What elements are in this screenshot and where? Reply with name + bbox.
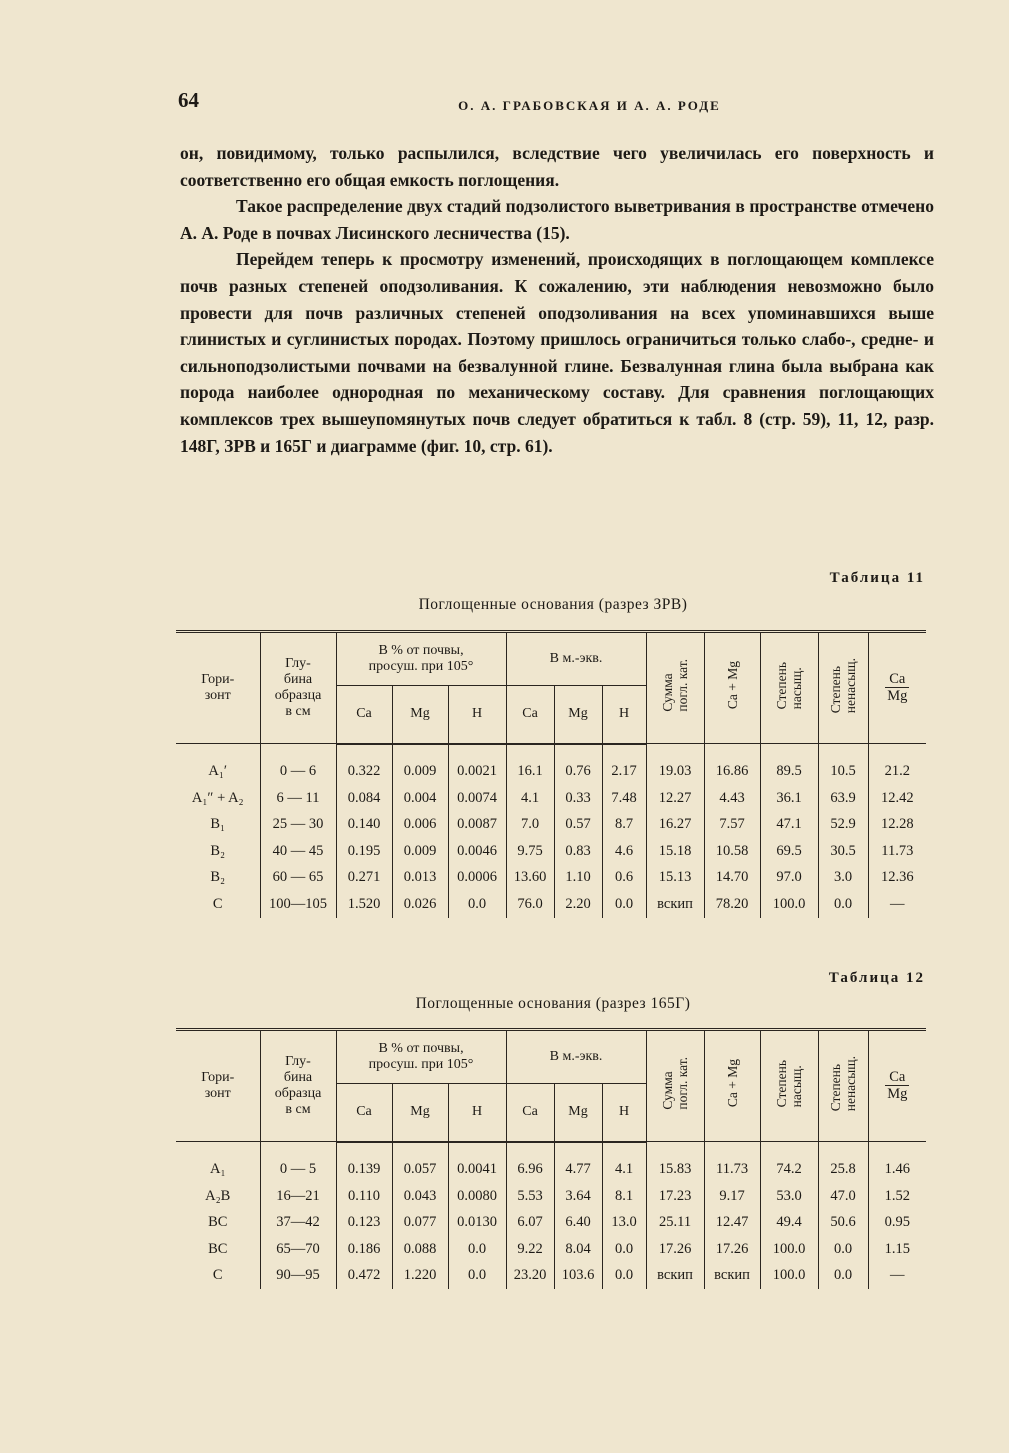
value-cell: 1.15 bbox=[868, 1236, 926, 1263]
value-cell: 89.5 bbox=[760, 744, 818, 786]
header-saturation bbox=[760, 632, 818, 744]
header-saturation-text: Степень насыщ. bbox=[774, 1059, 805, 1108]
value-cell: 3.0 bbox=[818, 865, 868, 892]
value-cell: 0.140 bbox=[336, 812, 392, 839]
value-cell: 0.76 bbox=[554, 744, 602, 786]
data-table bbox=[176, 1028, 926, 1289]
header-ca-meq: Ca bbox=[506, 1084, 554, 1142]
horizon-cell: C bbox=[212, 895, 223, 912]
value-cell: 0.322 bbox=[336, 744, 392, 786]
header-saturation bbox=[760, 1030, 818, 1142]
header-unsaturation bbox=[818, 632, 868, 744]
value-cell: 47.0 bbox=[818, 1183, 868, 1210]
value-cell: 0.0 bbox=[602, 1236, 646, 1263]
ratio-denominator: Mg bbox=[887, 1086, 908, 1102]
table-caption: Поглощенные основания (разрез 165Г) bbox=[415, 995, 691, 1012]
value-cell: 1.46 bbox=[868, 1142, 926, 1184]
header-unsaturation-text: Степень ненасыщ. bbox=[828, 1055, 859, 1112]
value-cell: 0.009 bbox=[392, 838, 448, 865]
horizon-cell: B₁ bbox=[210, 816, 226, 833]
ratio-denominator: Mg bbox=[887, 688, 908, 704]
value-cell: 0.0 bbox=[448, 1263, 506, 1290]
value-cell: вскип bbox=[646, 891, 704, 918]
value-cell: 100.0 bbox=[760, 1236, 818, 1263]
running-head: О. А. ГРАБОВСКАЯ И А. А. РОДЕ bbox=[458, 98, 721, 113]
ratio-fraction bbox=[885, 1069, 909, 1102]
horizon-cell: A₁ bbox=[209, 1161, 226, 1177]
value-cell: 63.9 bbox=[818, 785, 868, 812]
value-cell: 4.1 bbox=[602, 1142, 646, 1184]
ratio-numerator: Ca bbox=[885, 671, 909, 688]
paragraph: он, повидимому, только распылился, вследствие чего увеличилась его поверхность и соответственно его общая емкость поглощения. bbox=[180, 143, 934, 190]
header-ca-mg-ratio bbox=[868, 632, 926, 744]
value-cell: 0.013 bbox=[392, 865, 448, 892]
value-cell: 0.057 bbox=[392, 1142, 448, 1184]
table-body bbox=[176, 1142, 926, 1290]
header-ca-pct: Ca bbox=[336, 1084, 392, 1142]
value-cell: 40 — 45 bbox=[260, 838, 336, 865]
horizon-cell: BC bbox=[208, 1240, 228, 1257]
header-row bbox=[176, 632, 926, 686]
value-cell: 100.0 bbox=[760, 891, 818, 918]
value-cell: 9.75 bbox=[506, 838, 554, 865]
value-cell: 100—105 bbox=[260, 891, 336, 918]
value-cell: 6.40 bbox=[554, 1210, 602, 1237]
value-cell: 10.5 bbox=[818, 744, 868, 786]
value-cell: 0.83 bbox=[554, 838, 602, 865]
value-cell: 69.5 bbox=[760, 838, 818, 865]
value-cell: 9.22 bbox=[506, 1236, 554, 1263]
value-cell: 74.2 bbox=[760, 1142, 818, 1184]
header-ca-plus-mg-text: Ca + Mg bbox=[724, 1059, 740, 1108]
value-cell: 12.36 bbox=[868, 865, 926, 892]
value-cell: 0.0046 bbox=[448, 838, 506, 865]
value-cell: 0.0 bbox=[448, 1236, 506, 1263]
value-cell: 4.43 bbox=[704, 785, 760, 812]
value-cell: 12.42 bbox=[868, 785, 926, 812]
value-cell: 12.47 bbox=[704, 1210, 760, 1237]
value-cell: 11.73 bbox=[704, 1142, 760, 1184]
value-cell: 13.0 bbox=[602, 1210, 646, 1237]
value-cell: 0.110 bbox=[336, 1183, 392, 1210]
value-cell: 0.043 bbox=[392, 1183, 448, 1210]
horizon-cell: A₁″ + A₂ bbox=[191, 789, 244, 806]
header-meq-group: В м.-экв. bbox=[506, 632, 646, 686]
value-cell: 6.07 bbox=[506, 1210, 554, 1237]
value-cell: 0.077 bbox=[392, 1210, 448, 1237]
header-mg-meq: Mg bbox=[554, 1084, 602, 1142]
header-sum bbox=[646, 1030, 704, 1142]
value-cell: 0.95 bbox=[868, 1210, 926, 1237]
header-unsaturation bbox=[818, 1030, 868, 1142]
header-sum-text: Сумма погл. кат. bbox=[660, 659, 691, 712]
value-cell: 103.6 bbox=[554, 1263, 602, 1290]
value-cell: 2.20 bbox=[554, 891, 602, 918]
value-cell: 17.26 bbox=[704, 1236, 760, 1263]
body-text bbox=[180, 140, 934, 459]
value-cell: 0.0 bbox=[818, 1236, 868, 1263]
header-mg-pct: Mg bbox=[392, 1084, 448, 1142]
header-percent-group: В % от почвы, просуш. при 105° bbox=[336, 632, 506, 686]
horizon-cell: C bbox=[212, 1267, 223, 1284]
table-label: Таблица 12 bbox=[828, 970, 925, 986]
value-cell: 8.04 bbox=[554, 1236, 602, 1263]
value-cell: 0.0 bbox=[818, 1263, 868, 1290]
value-cell: 0 — 6 bbox=[260, 744, 336, 786]
value-cell: 52.9 bbox=[818, 812, 868, 839]
value-cell: 53.0 bbox=[760, 1183, 818, 1210]
horizon-cell: B₂ bbox=[210, 869, 226, 886]
value-cell: 25.8 bbox=[818, 1142, 868, 1184]
table-row bbox=[176, 1210, 926, 1237]
header-mg-pct: Mg bbox=[392, 686, 448, 744]
value-cell: 7.0 bbox=[506, 812, 554, 839]
header-ca-plus-mg-text: Ca + Mg bbox=[724, 661, 740, 710]
value-cell: 4.77 bbox=[554, 1142, 602, 1184]
value-cell: 0 — 5 bbox=[260, 1142, 336, 1184]
header-mg-meq: Mg bbox=[554, 686, 602, 744]
value-cell: 0.0021 bbox=[448, 744, 506, 786]
value-cell: 4.6 bbox=[602, 838, 646, 865]
value-cell: 25.11 bbox=[646, 1210, 704, 1237]
value-cell: 0.0 bbox=[448, 891, 506, 918]
table-row bbox=[176, 891, 926, 918]
value-cell: 16.86 bbox=[704, 744, 760, 786]
value-cell: 76.0 bbox=[506, 891, 554, 918]
value-cell: 1.220 bbox=[392, 1263, 448, 1290]
value-cell: 7.57 bbox=[704, 812, 760, 839]
header-meq-group: В м.-экв. bbox=[506, 1030, 646, 1084]
paragraph: Такое распределение двух стадий подзолистого выветривания в пространстве отмечено А. А. Роде в почвах Лисинского лесничества (15). bbox=[180, 196, 934, 243]
value-cell: 12.27 bbox=[646, 785, 704, 812]
value-cell: 78.20 bbox=[704, 891, 760, 918]
value-cell: 8.1 bbox=[602, 1183, 646, 1210]
value-cell: 0.009 bbox=[392, 744, 448, 786]
value-cell: 0.0 bbox=[602, 891, 646, 918]
value-cell: 23.20 bbox=[506, 1263, 554, 1290]
data-table bbox=[176, 630, 926, 918]
value-cell: 0.57 bbox=[554, 812, 602, 839]
value-cell: 9.17 bbox=[704, 1183, 760, 1210]
table-row bbox=[176, 744, 926, 786]
value-cell: 47.1 bbox=[760, 812, 818, 839]
header-depth: Глу- бина образца в см bbox=[260, 632, 336, 744]
value-cell: 6.96 bbox=[506, 1142, 554, 1184]
value-cell: 13.60 bbox=[506, 865, 554, 892]
value-cell: 6 — 11 bbox=[260, 785, 336, 812]
value-cell: 0.026 bbox=[392, 891, 448, 918]
value-cell: 100.0 bbox=[760, 1263, 818, 1290]
ratio-fraction bbox=[885, 671, 909, 704]
table-row bbox=[176, 838, 926, 865]
value-cell: 0.123 bbox=[336, 1210, 392, 1237]
table-row bbox=[176, 785, 926, 812]
value-cell: 0.006 bbox=[392, 812, 448, 839]
value-cell: 0.088 bbox=[392, 1236, 448, 1263]
ratio-numerator: Ca bbox=[885, 1069, 909, 1086]
value-cell: 0.271 bbox=[336, 865, 392, 892]
value-cell: 90—95 bbox=[260, 1263, 336, 1290]
value-cell: 7.48 bbox=[602, 785, 646, 812]
value-cell: вскип bbox=[646, 1263, 704, 1290]
value-cell: — bbox=[868, 891, 926, 918]
value-cell: 10.58 bbox=[704, 838, 760, 865]
table-row bbox=[176, 865, 926, 892]
header-sum bbox=[646, 632, 704, 744]
value-cell: 0.186 bbox=[336, 1236, 392, 1263]
table-row bbox=[176, 1183, 926, 1210]
horizon-cell: A₂B bbox=[205, 1187, 231, 1204]
value-cell: 37—42 bbox=[260, 1210, 336, 1237]
value-cell: 12.28 bbox=[868, 812, 926, 839]
value-cell: 65—70 bbox=[260, 1236, 336, 1263]
header-horizon: Гори- зонт bbox=[176, 1030, 260, 1142]
header-percent-group: В % от почвы, просуш. при 105° bbox=[336, 1030, 506, 1084]
value-cell: 0.33 bbox=[554, 785, 602, 812]
header-ca-plus-mg bbox=[704, 1030, 760, 1142]
header-row bbox=[176, 1030, 926, 1084]
value-cell: 5.53 bbox=[506, 1183, 554, 1210]
table-header bbox=[176, 1030, 926, 1142]
table-header bbox=[176, 632, 926, 744]
value-cell: 50.6 bbox=[818, 1210, 868, 1237]
value-cell: 0.084 bbox=[336, 785, 392, 812]
horizon-cell: B₂ bbox=[210, 842, 226, 859]
header-h-meq: H bbox=[602, 1084, 646, 1142]
value-cell: 0.004 bbox=[392, 785, 448, 812]
value-cell: 15.83 bbox=[646, 1142, 704, 1184]
table-row bbox=[176, 1236, 926, 1263]
value-cell: 11.73 bbox=[868, 838, 926, 865]
value-cell: 0.6 bbox=[602, 865, 646, 892]
table-row bbox=[176, 812, 926, 839]
value-cell: 1.10 bbox=[554, 865, 602, 892]
value-cell: 15.13 bbox=[646, 865, 704, 892]
value-cell: 19.03 bbox=[646, 744, 704, 786]
value-cell: 16.1 bbox=[506, 744, 554, 786]
header-saturation-text: Степень насыщ. bbox=[774, 661, 805, 710]
header-h-pct: H bbox=[448, 686, 506, 744]
header-ca-plus-mg bbox=[704, 632, 760, 744]
table-body bbox=[176, 744, 926, 918]
horizon-cell: BC bbox=[208, 1214, 228, 1231]
value-cell: — bbox=[868, 1263, 926, 1290]
value-cell: 21.2 bbox=[868, 744, 926, 786]
value-cell: 1.520 bbox=[336, 891, 392, 918]
value-cell: 0.0041 bbox=[448, 1142, 506, 1184]
header-depth: Глу- бина образца в см bbox=[260, 1030, 336, 1142]
table-row bbox=[176, 1263, 926, 1290]
horizon-cell: A₁′ bbox=[208, 763, 228, 779]
value-cell: 16—21 bbox=[260, 1183, 336, 1210]
value-cell: 30.5 bbox=[818, 838, 868, 865]
value-cell: 0.0080 bbox=[448, 1183, 506, 1210]
value-cell: 0.0 bbox=[602, 1263, 646, 1290]
header-sum-text: Сумма погл. кат. bbox=[660, 1057, 691, 1110]
value-cell: 60 — 65 bbox=[260, 865, 336, 892]
value-cell: 15.18 bbox=[646, 838, 704, 865]
value-cell: 97.0 bbox=[760, 865, 818, 892]
header-ca-meq: Ca bbox=[506, 686, 554, 744]
value-cell: 0.0 bbox=[818, 891, 868, 918]
value-cell: 2.17 bbox=[602, 744, 646, 786]
header-h-meq: H bbox=[602, 686, 646, 744]
header-horizon: Гори- зонт bbox=[176, 632, 260, 744]
paragraph: Перейдем теперь к просмотру изменений, происходящих в поглощающем комплексе почв разных степеней оподзоливания. К сожалению, эти наблюдения невозможно было провести для почв различных степеней оподзоливания на всех упоминавшихся выше глинистых и суглинистых породах. Поэтому пришлось ограничиться только слабо-, средне- и сильноподзолистыми почвами на безвалунной глине. Безвалунная глина была выбрана как порода наиболее однородная по механическому составу. Для сравнения поглощающих комплексов трех вышеупомянутых почв следует обратиться к табл. 8 (стр. 59), 11, 12, разр. 148Г, ЗРВ и 165Г и диаграмме (фиг. 10, стр. 61). bbox=[180, 249, 934, 456]
value-cell: 25 — 30 bbox=[260, 812, 336, 839]
header-unsaturation-text: Степень ненасыщ. bbox=[828, 657, 859, 714]
value-cell: 0.472 bbox=[336, 1263, 392, 1290]
value-cell: 16.27 bbox=[646, 812, 704, 839]
value-cell: 0.139 bbox=[336, 1142, 392, 1184]
value-cell: 17.26 bbox=[646, 1236, 704, 1263]
value-cell: 0.0087 bbox=[448, 812, 506, 839]
value-cell: 1.52 bbox=[868, 1183, 926, 1210]
value-cell: 0.0074 bbox=[448, 785, 506, 812]
value-cell: 3.64 bbox=[554, 1183, 602, 1210]
value-cell: 14.70 bbox=[704, 865, 760, 892]
header-h-pct: H bbox=[448, 1084, 506, 1142]
value-cell: 0.0130 bbox=[448, 1210, 506, 1237]
table-row bbox=[176, 1142, 926, 1184]
value-cell: 36.1 bbox=[760, 785, 818, 812]
table-caption: Поглощенные основания (разрез ЗРВ) bbox=[418, 596, 688, 613]
value-cell: 4.1 bbox=[506, 785, 554, 812]
value-cell: 49.4 bbox=[760, 1210, 818, 1237]
header-ca-mg-ratio bbox=[868, 1030, 926, 1142]
value-cell: 17.23 bbox=[646, 1183, 704, 1210]
value-cell: вскип bbox=[704, 1263, 760, 1290]
value-cell: 8.7 bbox=[602, 812, 646, 839]
value-cell: 0.195 bbox=[336, 838, 392, 865]
page-number: 64 bbox=[178, 88, 199, 112]
table-label: Таблица 11 bbox=[829, 570, 925, 586]
value-cell: 0.0006 bbox=[448, 865, 506, 892]
header-ca-pct: Ca bbox=[336, 686, 392, 744]
